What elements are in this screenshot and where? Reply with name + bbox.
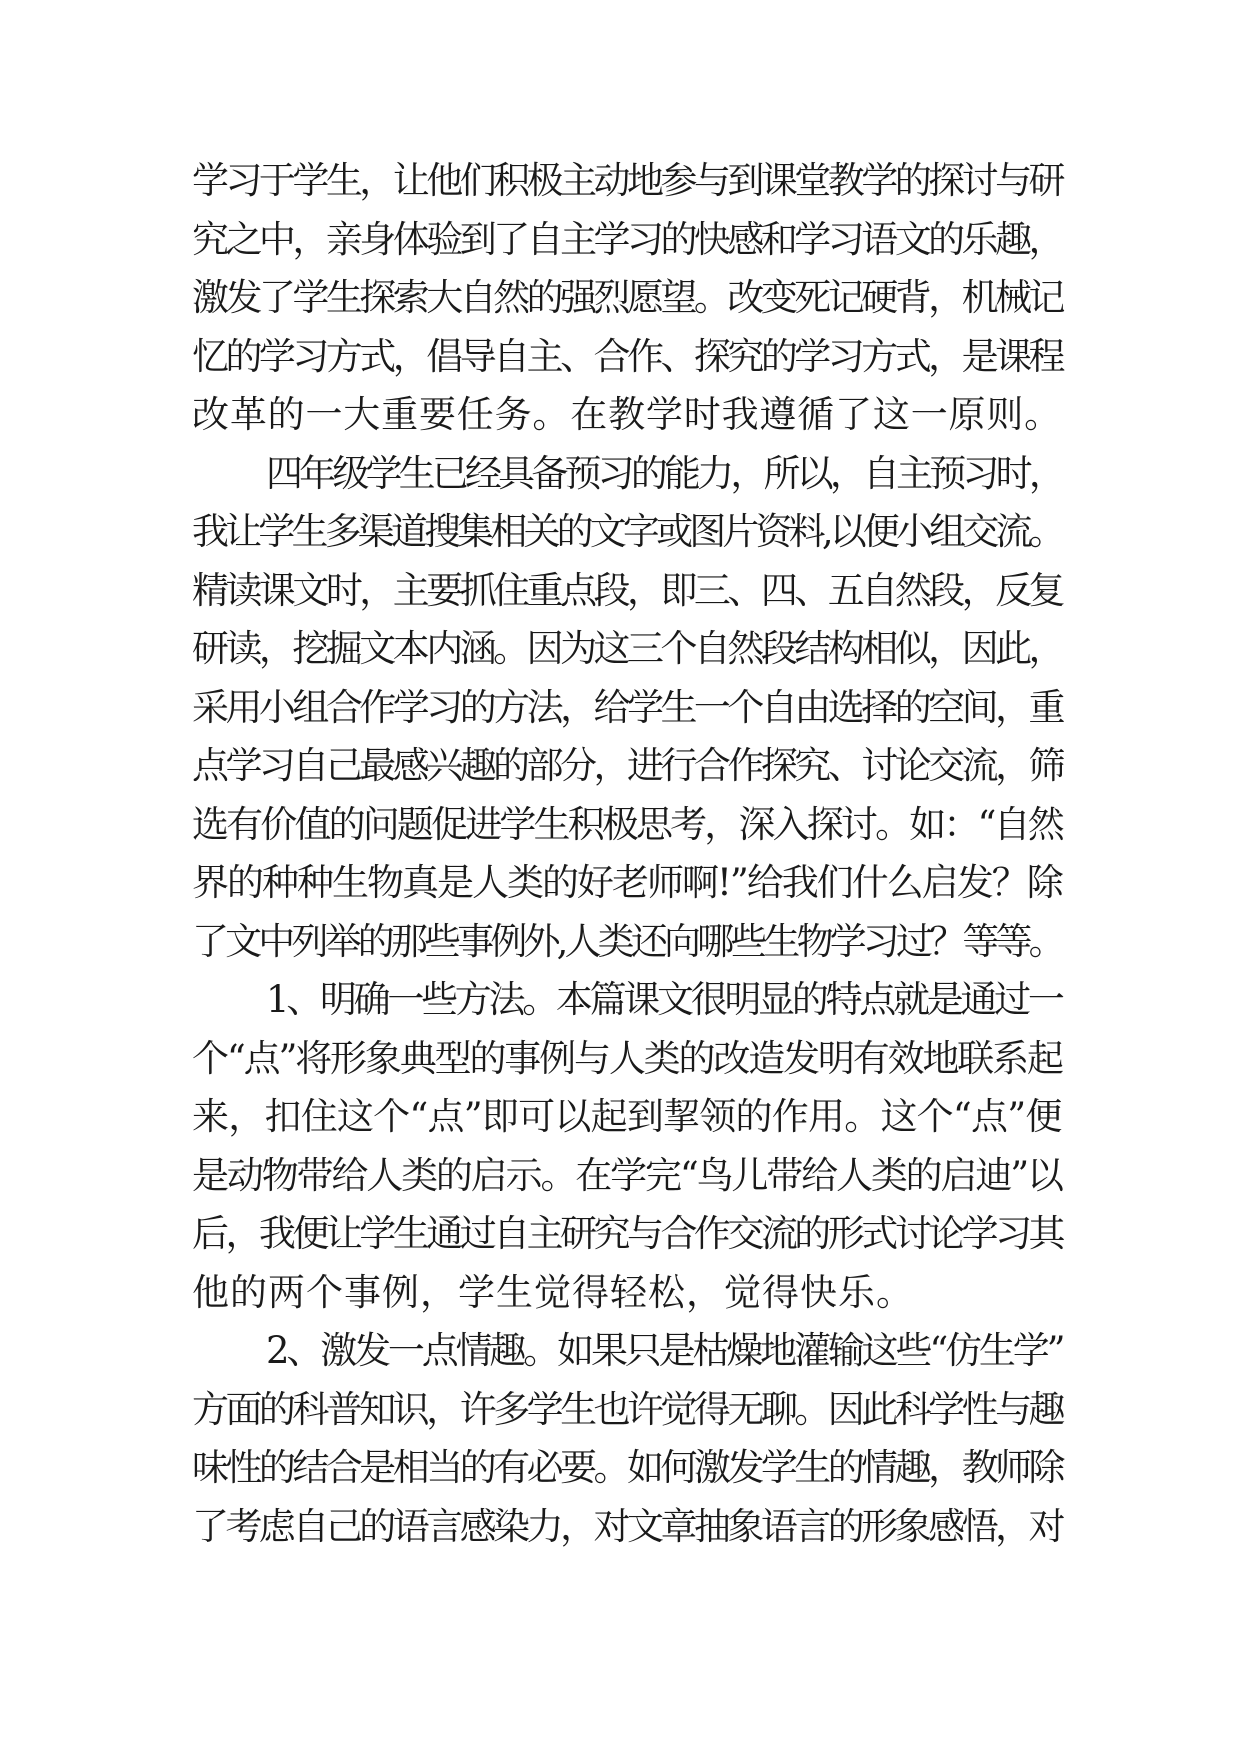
- text-line: 我让学生多渠道搜集相关的文字或图片资料,以便小组交流。: [192, 510, 1062, 553]
- text-line: 改革的一大重要任务。在教学时我遵循了这一原则。: [192, 393, 1062, 436]
- text-line: 了文中列举的那些事例外,人类还向哪些生物学习过？等等。: [192, 919, 1062, 963]
- body-text: [192, 152, 1062, 1556]
- text-line: 选有价值的问题促进学生积极思考，深入探讨。如：“自然: [192, 802, 1062, 846]
- text-line: 激发了学生探索大自然的强烈愿望。改变死记硬背，机械记: [192, 276, 1062, 319]
- paragraph-first-line: 四年级学生已经具备预习的能力，所以，自主预习时，: [266, 451, 1062, 495]
- text-line: 界的种种生物真是人类的好老师啊!”给我们什么启发？除: [192, 861, 1062, 904]
- text-line: 学习于学生，让他们积极主动地参与到课堂教学的探讨与研: [192, 159, 1062, 202]
- text-line: 忆的学习方式，倡导自主、合作、探究的学习方式，是课程: [192, 334, 1062, 378]
- text-line: 味性的结合是相当的有必要。如何激发学生的情趣，教师除: [192, 1446, 1062, 1489]
- paragraph-first-line: 2、激发一点情趣。如果只是枯燥地灌输这些“仿生学”: [266, 1329, 1063, 1372]
- text-line: 他的两个事例，学生觉得轻松，觉得快乐。: [192, 1270, 914, 1314]
- text-line: 研读，挖掘文本内涵。因为这三个自然段结构相似，因此，: [192, 627, 1062, 670]
- text-line: 来，扣住这个“点”即可以起到挈领的作用。这个“点”便: [192, 1095, 1062, 1138]
- text-line: 究之中，亲身体验到了自主学习的快感和学习语文的乐趣，: [192, 217, 1062, 261]
- text-line: 是动物带给人类的启示。在学完“鸟儿带给人类的启迪”以: [192, 1153, 1062, 1197]
- paragraph-first-line: 1、明确一些方法。本篇课文很明显的特点就是通过一: [266, 978, 1062, 1021]
- text-line: 后，我便让学生通过自主研究与合作交流的形式讨论学习其: [192, 1212, 1062, 1255]
- text-line: 精读课文时，主要抓住重点段，即三、四、五自然段，反复: [192, 568, 1062, 612]
- text-line: 方面的科普知识，许多学生也许觉得无聊。因此科学性与趣: [192, 1387, 1062, 1431]
- text-line: 采用小组合作学习的方法，给学生一个自由选择的空间，重: [192, 685, 1062, 729]
- text-line: 个“点”将形象典型的事例与人类的改造发明有效地联系起: [192, 1036, 1062, 1080]
- text-line: 点学习自己最感兴趣的部分，进行合作探究、讨论交流，筛: [192, 744, 1062, 787]
- text-line: 了考虑自己的语言感染力，对文章抽象语言的形象感悟，对: [192, 1504, 1062, 1548]
